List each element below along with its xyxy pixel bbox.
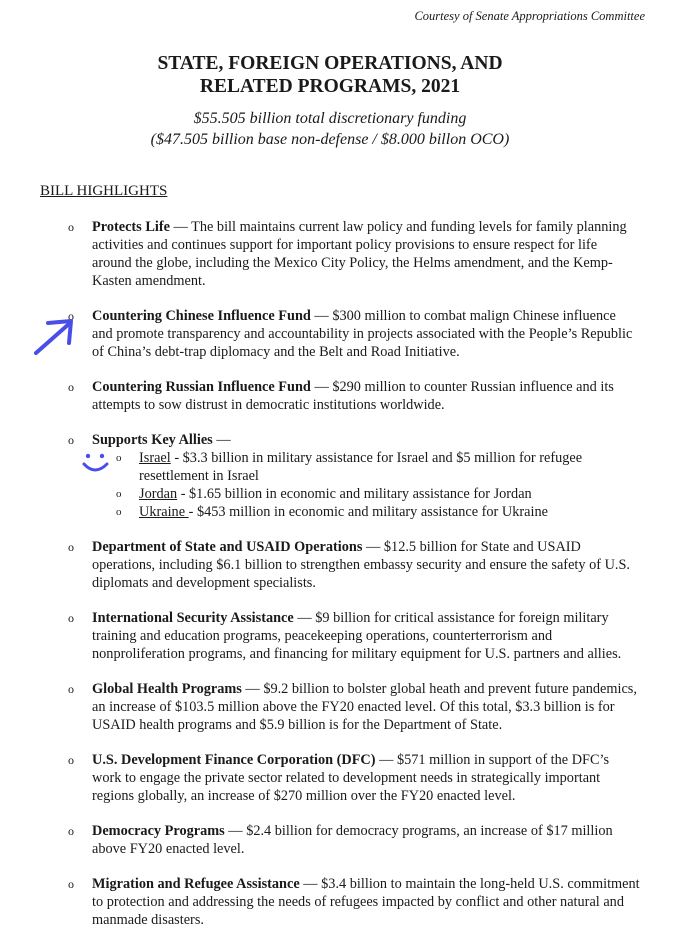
sub-bullet-icon: o [116, 452, 122, 464]
document-subtitle [0, 108, 660, 150]
item-title: Department of State and USAID Operations [92, 539, 363, 555]
highlight-item: o Global Health Programs — $9.2 billion to bolster global heath and prevent future pandemics, an increase of $103.5 million above the FY20 enacted level. Of this total, $3.3 billion is for USAID health programs and $5.9 billion is for the Department of State. [68, 681, 637, 733]
courtesy-line: Courtesy of Senate Appropriations Committee [414, 9, 645, 23]
item-title: International Security Assistance [92, 610, 294, 626]
ally-text: - $1.65 billion in economic and military assistance for Jordan [177, 486, 532, 502]
item-title: Countering Russian Influence Fund [92, 379, 311, 395]
highlight-item: o International Security Assistance — $9 billion for critical assistance for foreign military training and education programs, peacekeeping operations, counterterrorism and nonproliferation programs, and financing for military equipment for U.S. partners and allies. [68, 610, 622, 662]
document-title [0, 52, 660, 98]
item-title: Supports Key Allies [92, 432, 213, 448]
bullet-icon: o [68, 220, 74, 234]
highlight-item-allies: o Supports Key Allies — o Israel - $3.3 billion in military assistance for Israel and $5 million for refugee resettlement in Israel o Jordan - $1.65 billion in economic and military assistance for Jordan o Ukraine - $453 million in economic and military assistance for Ukraine [0, 431, 640, 521]
item-title: U.S. Development Finance Corporation (DFC) [92, 752, 376, 768]
bullet-icon: o [68, 753, 74, 767]
highlight-item: o Migration and Refugee Assistance — $3.4 billion to maintain the long-held U.S. commitment to protection and addressing the needs of refugees impacted by conflict and other natural and manmade disasters. [68, 876, 640, 928]
item-text: $2.4 billion for democracy programs, an increase of $17 million above FY20 enacted level. [92, 823, 613, 857]
sub-bullet-icon: o [116, 488, 122, 500]
item-title: Global Health Programs [92, 681, 242, 697]
ally-name: Ukraine [139, 504, 189, 520]
ally-text: - $3.3 billion in military assistance for Israel and $5 million for refugee resettlement in Israel [139, 450, 583, 484]
highlights-list [0, 218, 699, 946]
title-line-1: STATE, FOREIGN OPERATIONS, AND [157, 53, 503, 74]
title-line-2: RELATED PROGRAMS, 2021 [199, 76, 461, 97]
ally-item-jordan [92, 485, 640, 503]
section-heading: BILL HIGHLIGHTS [40, 183, 168, 199]
highlight-item: o Democracy Programs — $2.4 billion for democracy programs, an increase of $17 million above FY20 enacted level. [68, 823, 613, 857]
bullet-icon: o [68, 309, 74, 323]
bullet-icon: o [68, 433, 74, 447]
ally-item-israel [92, 449, 640, 485]
bullet-icon: o [68, 380, 74, 394]
item-text: $9.2 billion to bolster global heath and prevent future pandemics, an increase of $103.5 million above the FY20 enacted level. Of this total, $3.3 billion is for USAID health programs and $5.9 billion is for the Department of State. [92, 681, 637, 733]
bullet-icon: o [68, 877, 74, 891]
item-title: Migration and Refugee Assistance [92, 876, 300, 892]
highlight-item: o Department of State and USAID Operations — $12.5 billion for State and USAID operations, including $6.1 billion to strengthen embassy security and ensure the safety of U.S. diplomats and development specialists. [68, 539, 631, 591]
item-title: Protects Life [92, 219, 170, 235]
allies-sublist [92, 449, 640, 521]
item-text: $300 million to combat malign Chinese influence and promote transparency and accountability in projects associated with the People’s Republic of China’s debt-trap diplomacy and the Belt and Road Initiative. [92, 308, 633, 360]
ally-item-ukraine [92, 503, 640, 521]
item-text: The bill maintains current law policy and funding levels for family planning activities and continues support for important policy provisions to ensure respect for life around the globe, including the Mexico City Policy, the Helms amendment, and the Kemp-Kasten amendment. [92, 219, 627, 289]
highlight-item: o U.S. Development Finance Corporation (DFC) — $571 million in support of the DFC’s work to engage the private sector related to development needs in strategically important regions globally, an increase of $270 million over the FY20 enacted level. [68, 752, 610, 804]
subtitle-line-1: $55.505 billion total discretionary funding [193, 110, 467, 127]
item-text: $290 million to counter Russian influence and its attempts to sow distrust in democratic institutions worldwide. [92, 379, 614, 413]
bullet-icon: o [68, 824, 74, 838]
bullet-icon: o [68, 682, 74, 696]
subtitle-line-2: ($47.505 billion base non-defense / $8.000 billon OCO) [150, 131, 510, 148]
sub-bullet-icon: o [116, 506, 122, 518]
highlight-item: o Protects Life — The bill maintains current law policy and funding levels for family planning activities and continues support for important policy provisions to ensure respect for life around the globe, including the Mexico City Policy, the Helms amendment, and the Kemp-Kasten amendment. [68, 219, 627, 289]
bullet-icon: o [68, 611, 74, 625]
item-title: Countering Chinese Influence Fund [92, 308, 311, 324]
highlight-item: o Countering Chinese Influence Fund — $300 million to combat malign Chinese influence and promote transparency and accountability in projects associated with the People’s Republic of China’s debt-trap diplomacy and the Belt and Road Initiative. [68, 308, 633, 360]
highlight-item: o Countering Russian Influence Fund — $290 million to counter Russian influence and its attempts to sow distrust in democratic institutions worldwide. [68, 379, 614, 413]
bullet-icon: o [68, 540, 74, 554]
ally-name: Jordan [139, 486, 178, 502]
item-text: $9 billion for critical assistance for foreign military training and education programs, peacekeeping operations, counterterrorism and nonproliferation programs, and financing for military equipment for U.S. partners and allies. [92, 610, 622, 662]
item-text: $12.5 billion for State and USAID operations, including $6.1 billion to strengthen embassy security and ensure the safety of U.S. diplomats and development specialists. [92, 539, 631, 591]
item-text: $3.4 billion to maintain the long-held U.S. commitment to protection and addressing the needs of refugees impacted by conflict and other natural and manmade disasters. [92, 876, 640, 928]
item-text: $571 million in support of the DFC’s work to engage the private sector related to development needs in strategically important regions globally, an increase of $270 million over the FY20 enacted level. [92, 752, 610, 804]
ally-name: Israel [139, 450, 171, 466]
item-title: Democracy Programs [92, 823, 225, 839]
ally-text: - $453 million in economic and military assistance for Ukraine [188, 504, 548, 520]
